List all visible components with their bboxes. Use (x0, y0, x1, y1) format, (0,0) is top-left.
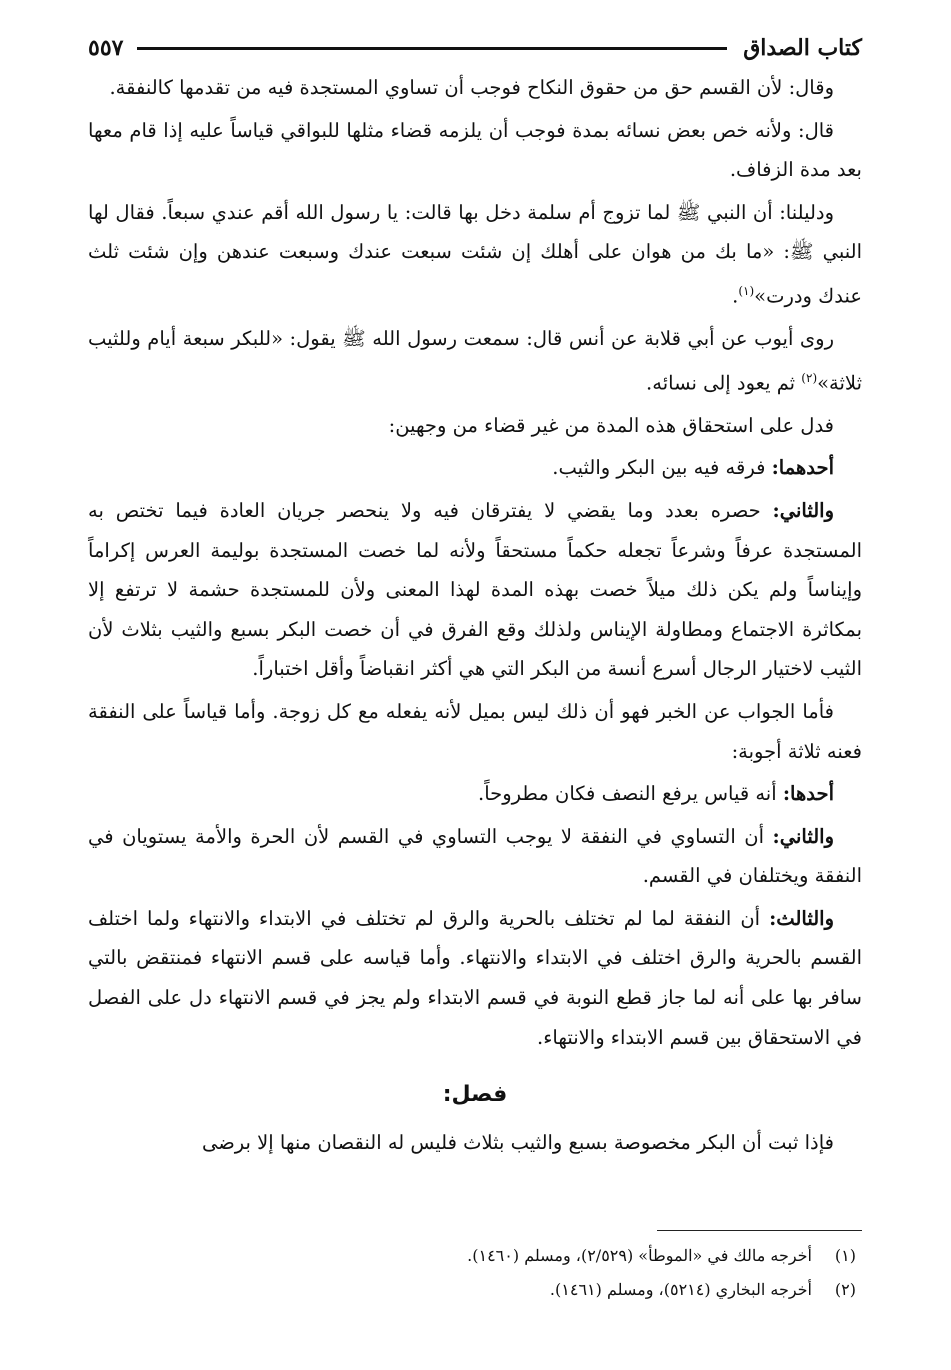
paragraph-7-text: حصره بعدد وما يقضي لا يفترقان فيه ولا ينحصر جريان العادة فيما تختص به المستجدة عرفاً وشرعاً تجعله حكماً مستحقاً ولأنه لما خصت المستجدة بوليمة العرس إكراماً وإيناساً ولم يكن ذلك ميلاً خصت بهذه المدة لهذا المعنى ولأن للمستجدة حشمة لا ترتفع إلا بمكاثرة الاجتماع ومطاولة الإيناس ولذلك وقع الفرق في أن خصت البكر بسبع والثيب بثلاث لأن الثيب لاختيار الرجال أسرع أنسة من البكر التي هي أكثر انقباضاً وأقل اختباراً. (88, 498, 862, 681)
paragraph-7-lead: والثاني: (772, 498, 834, 522)
paragraph-4 (88, 319, 862, 403)
footnotes (88, 1230, 862, 1307)
footnote-item (88, 1273, 862, 1307)
footnote-number: (٢) (834, 1280, 856, 1299)
paragraph-10 (88, 817, 862, 896)
page-body (88, 68, 862, 1162)
paragraph-4-end: ثم يعود إلى نسائه. (646, 371, 802, 395)
footnote-text: أخرجه مالك في «الموطأ» (٢/٥٢٩)، ومسلم (١٤٦٠). (467, 1246, 812, 1265)
page-number: ٥٥٧ (88, 35, 124, 61)
paragraph-11-text: أن النفقة لما لم تختلف بالحرية والرق لم تختلف في الابتداء والانتهاء ولما اختلف القسم بالحرية والرق اختلف في الابتداء والانتهاء. وأما قياسه على قسم الانتهاء فمنتقض بالتي سافر بها على أنه لما جاز قطع النوبة في قسم الابتداء ولم يجز في قسم الانتهاء دل على الفصل في الاستحقاق بين قسم الابتداء والانتهاء. (88, 906, 862, 1049)
paragraph-4-text: روى أيوب عن أبي قلابة عن أنس قال: سمعت رسول الله ﷺ يقول: «للبكر سبعة أيام وللثيب ثلاثة» (88, 327, 862, 395)
paragraph-7 (88, 491, 862, 689)
paragraph-10-lead: والثاني: (772, 824, 834, 848)
section-title: فصل: (442, 1082, 508, 1108)
paragraph-3-end: . (732, 284, 739, 308)
paragraph-3-text: ودليلنا: أن النبي ﷺ لما تزوج أم سلمة دخل بها قالت: يا رسول الله أقم عندي سبعاً. فقال لها النبي ﷺ: «ما بك من هوان على أهلك إن شئت سبعت عندك وسبعت عندهن وإن شئت ثلث عندك ودرت» (88, 200, 862, 308)
paragraph-3 (88, 193, 862, 316)
paragraph-1: وقال: لأن القسم حق من حقوق النكاح فوجب أن تساوي المستجدة فيه من تقدمها كالنفقة. (109, 76, 834, 99)
paragraph-9-lead: أحدها: (782, 782, 834, 806)
footnote-item (88, 1239, 862, 1273)
paragraph-8: فأما الجواب عن الخبر فهو أن ذلك ليس بميل لأنه يفعله مع كل زوجة. وأما قياساً على النفقة فعنه ثلاثة أجوبة: (88, 699, 862, 763)
paragraph-2: قال: ولأنه خص بعض نسائه بمدة فوجب أن يلزمه قضاء مثلها للبواقي قياساً عليه إذا قام معها بعد مدة الزفاف. (88, 118, 862, 182)
paragraph-10-text: أن التساوي في النفقة لا يوجب التساوي في القسم لأن الحرة والأمة يستويان في النفقة ويختلفان في القسم. (88, 824, 862, 888)
footnote-ref-2: (٢) (801, 370, 818, 385)
paragraph-5: فدل على استحقاق هذه المدة من غير قضاء من وجهين: (388, 413, 834, 437)
footnote-ref-1: (١) (738, 283, 755, 298)
paragraph-6-lead: أحدهما: (771, 456, 834, 480)
header-rule (137, 47, 727, 50)
paragraph-11-lead: والثالث: (769, 906, 834, 930)
page-header (88, 28, 862, 68)
paragraph-9 (88, 774, 862, 814)
book-title: كتاب الصداق (743, 35, 862, 61)
book-page (88, 28, 862, 1348)
section-paragraph: فإذا ثبت أن البكر مخصوصة بسبع والثيب بثلاث فليس له النقصان منها إلا برضى (201, 1130, 834, 1154)
footnote-text: أخرجه البخاري (٥٢١٤)، ومسلم (١٤٦١). (549, 1280, 812, 1299)
paragraph-9-text: أنه قياس يرفع النصف فكان مطروحاً. (478, 782, 783, 806)
paragraph-6 (88, 448, 862, 488)
paragraph-6-text: فرقه فيه بين البكر والثيب. (552, 456, 772, 480)
footnote-list (88, 1239, 862, 1307)
footnote-rule (657, 1230, 862, 1231)
footnote-number: (١) (834, 1246, 856, 1265)
paragraph-11 (88, 899, 862, 1057)
